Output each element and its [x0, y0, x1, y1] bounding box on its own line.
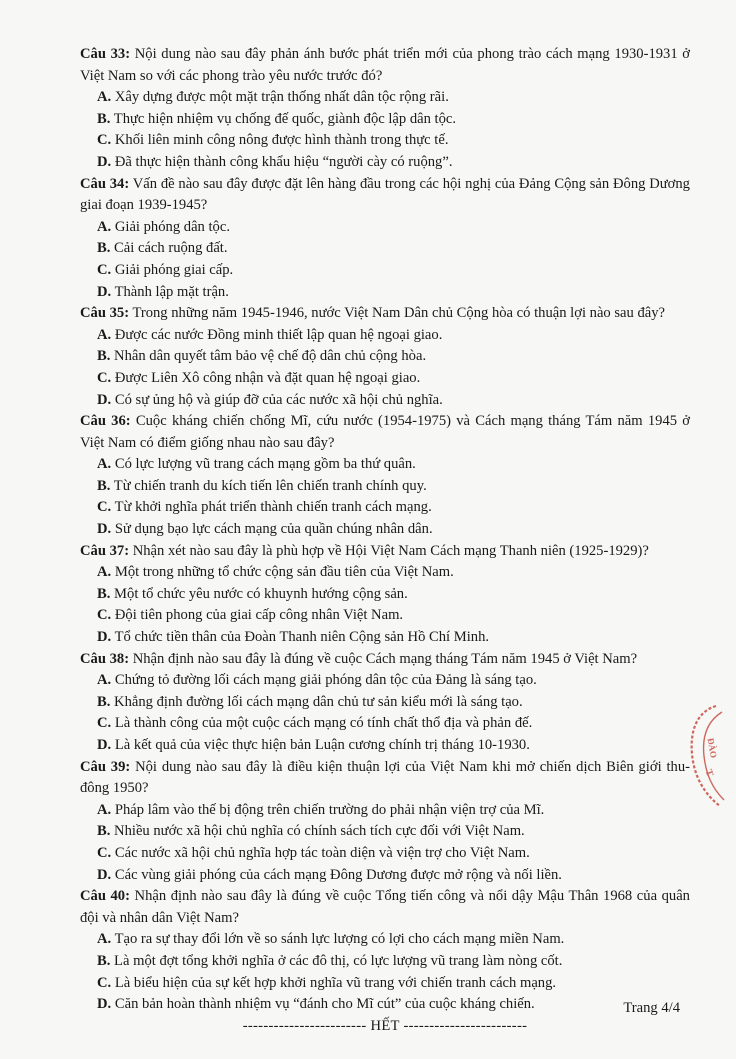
option-d: D. Là kết quả của việc thực hiện bản Luận cương chính trị tháng 10-1930. — [97, 737, 530, 753]
question-text: Nhận xét nào sau đây là phù hợp về Hội Việt Nam Cách mạng Thanh niên (1925-1929)? — [132, 542, 649, 559]
question-38 — [80, 649, 690, 757]
question-number: Câu 34: — [80, 175, 130, 192]
option-b: B. Cải cách ruộng đất. — [97, 240, 228, 257]
question-list — [80, 44, 690, 1037]
question-text: Cuộc kháng chiến chống Mĩ, cứu nước (1954-1975) và Cách mạng tháng Tám năm 1945 ở Việt Nam có điểm giống nhau nào sau đây? — [80, 413, 691, 451]
option-b: B. Một tổ chức yêu nước có khuynh hướng cộng sản. — [97, 585, 408, 602]
question-37 — [80, 541, 690, 649]
option-a: A. Có lực lượng vũ trang cách mạng gồm ba thứ quân. — [97, 456, 416, 473]
option-d: D. Tổ chức tiền thân của Đoàn Thanh niên Cộng sản Hồ Chí Minh. — [97, 629, 490, 646]
option-d: D. Thành lập mặt trận. — [97, 283, 229, 300]
option-a: A. Xây dựng được một mặt trận thống nhất dân tộc rộng rãi. — [97, 89, 449, 106]
question-36 — [80, 411, 690, 541]
option-a: A. Được các nước Đồng minh thiết lập quan hệ ngoại giao. — [97, 326, 443, 343]
option-c: C. Từ khởi nghĩa phát triển thành chiến tranh cách mạng. — [97, 499, 432, 516]
question-number: Câu 37: — [80, 542, 130, 559]
option-a: A. Một trong những tổ chức cộng sản đầu tiên của Việt Nam. — [97, 564, 454, 581]
option-b: B. Khẳng định đường lối cách mạng dân chủ tư sản kiểu mới là sáng tạo. — [97, 693, 523, 710]
option-b: B. Nhiều nước xã hội chủ nghĩa có chính sách tích cực đối với Việt Nam. — [97, 823, 525, 840]
option-a: A. Chứng tỏ đường lối cách mạng giải phóng dân tộc của Đảng là sáng tạo. — [97, 672, 537, 689]
option-a: A. Tạo ra sự thay đổi lớn về so sánh lực lượng có lợi cho cách mạng miền Nam. — [97, 931, 565, 948]
option-b: B. Là một đợt tổng khởi nghĩa ở các đô thị, có lực lượng vũ trang làm nòng cốt. — [97, 952, 563, 969]
question-number: Câu 35: — [80, 305, 130, 322]
option-a: A. Pháp lâm vào thế bị động trên chiến trường do phải nhận viện trợ của Mĩ. — [97, 801, 545, 818]
question-34 — [80, 174, 690, 304]
question-40 — [80, 886, 690, 1016]
option-d: D. Có sự ủng hộ và giúp đỡ của các nước xã hội chủ nghĩa. — [97, 391, 443, 408]
option-c: C. Đội tiên phong của giai cấp công nhân Việt Nam. — [97, 607, 404, 624]
question-35 — [80, 303, 690, 411]
option-grid — [97, 217, 690, 303]
option-b: B. Nhân dân quyết tâm bảo vệ chế độ dân chủ cộng hòa. — [97, 348, 427, 365]
option-a: A. Giải phóng dân tộc. — [97, 218, 230, 235]
question-text: Nhận định nào sau đây là đúng về cuộc Cách mạng tháng Tám năm 1945 ở Việt Nam? — [132, 650, 638, 667]
question-number: Câu 40: — [80, 888, 130, 905]
question-text: Trong những năm 1945-1946, nước Việt Nam Dân chủ Cộng hòa có thuận lợi nào sau đây? — [132, 305, 666, 322]
question-number: Câu 36: — [80, 413, 131, 430]
red-stamp-icon — [676, 702, 726, 812]
option-c: C. Được Liên Xô công nhận và đặt quan hệ ngoại giao. — [97, 369, 421, 386]
question-number: Câu 39: — [80, 758, 131, 775]
option-d: D. Sử dụng bạo lực cách mạng của quần chúng nhân dân. — [97, 521, 433, 538]
option-c: C. Các nước xã hội chủ nghĩa hợp tác toàn diện và viện trợ cho Việt Nam. — [97, 844, 530, 861]
option-d: D. Căn bản hoàn thành nhiệm vụ “đánh cho Mĩ cút” của cuộc kháng chiến. — [97, 996, 535, 1013]
question-text: Nội dung nào sau đây phản ánh bước phát triển mới của phong trào cách mạng 1930-1931 ở Việt Nam so với các phong trào yêu nước trước đó? — [80, 46, 691, 84]
question-text: Nội dung nào sau đây là điều kiện thuận lợi của Việt Nam khi mở chiến dịch Biên giới thu-đông 1950? — [80, 758, 690, 797]
svg-text:ĐÀO: ĐÀO — [705, 737, 719, 759]
option-c: C. Khối liên minh công nông được hình thành trong thực tế. — [97, 132, 449, 149]
option-b: B. Thực hiện nhiệm vụ chống đế quốc, giành độc lập dân tộc. — [97, 110, 457, 127]
option-b: B. Từ chiến tranh du kích tiến lên chiến tranh chính quy. — [97, 477, 427, 494]
option-c: C. Giải phóng giai cấp. — [97, 261, 234, 278]
page-number: Trang 4/4 — [623, 1000, 680, 1016]
question-39 — [80, 757, 690, 887]
question-number: Câu 38: — [80, 650, 130, 667]
end-marker: ------------------------ HẾT ------------------------ — [242, 1017, 528, 1034]
question-33 — [80, 44, 690, 174]
option-d: D. Các vùng giải phóng của cách mạng Đông Dương được mở rộng và nối liền. — [97, 866, 562, 883]
question-text: Vấn đề nào sau đây được đặt lên hàng đầu trong các hội nghị của Đảng Cộng sản Đông Dương giai đoạn 1939-1945? — [80, 175, 690, 214]
question-number: Câu 33: — [80, 46, 131, 62]
svg-text:T: T — [702, 768, 716, 779]
option-c: C. Là thành công của một cuộc cách mạng có tính chất thổ địa và phản đế. — [97, 715, 533, 732]
option-c: C. Là biểu hiện của sự kết hợp khởi nghĩa vũ trang với chiến tranh cách mạng. — [97, 974, 557, 991]
question-text: Nhận định nào sau đây là đúng về cuộc Tổng tiến công và nổi dậy Mậu Thân 1968 của quân đội và nhân dân Việt Nam? — [80, 888, 690, 926]
option-d: D. Đã thực hiện thành công khẩu hiệu “người cày có ruộng”. — [97, 153, 453, 170]
